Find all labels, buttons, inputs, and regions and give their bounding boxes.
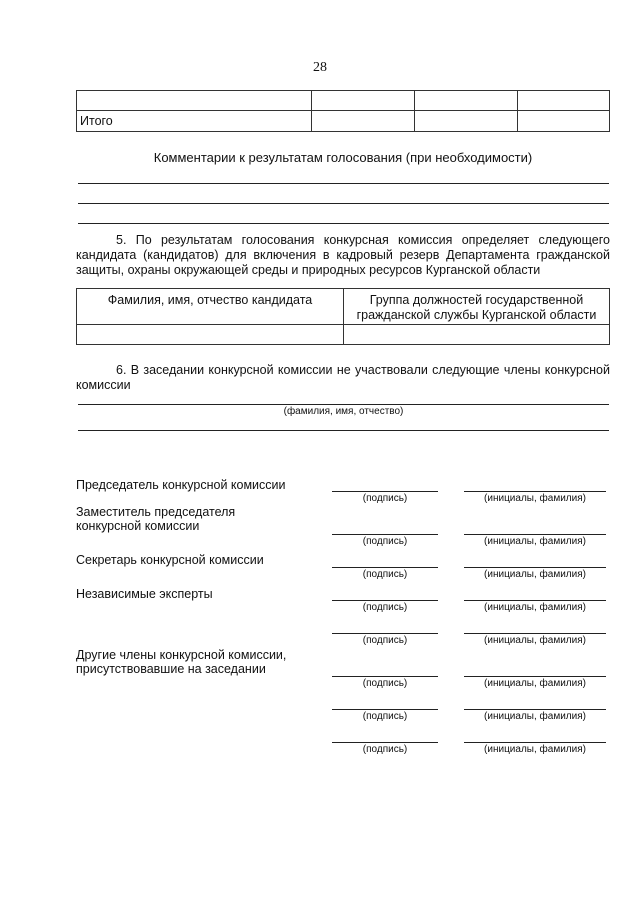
signature-caption: (подпись) — [362, 711, 408, 722]
total-label: Итого — [77, 111, 312, 132]
secretary-label: Секретарь конкурсной комиссии — [76, 553, 264, 567]
absent-members-line — [78, 404, 609, 405]
other-members-label: Другие члены конкурсной комиссии, присутствовавшие на заседании — [76, 648, 287, 676]
signature-caption: (подпись) — [362, 493, 408, 504]
name-caption: (инициалы, фамилия) — [484, 602, 586, 613]
deputy-label: Заместитель председателя конкурсной комиссии — [76, 505, 236, 533]
table-cell — [518, 91, 610, 111]
signature-line — [332, 534, 438, 535]
signature-caption: (подпись) — [362, 744, 408, 755]
col-header-position-group: Группа должностей государственной гражданской службы Курганской области — [344, 289, 610, 325]
chairman-label: Председатель конкурсной комиссии — [76, 478, 286, 492]
signature-line — [332, 491, 438, 492]
experts-label: Независимые эксперты — [76, 587, 213, 601]
table-cell — [312, 91, 415, 111]
signature-caption: (подпись) — [362, 678, 408, 689]
signature-line — [332, 600, 438, 601]
name-caption: (инициалы, фамилия) — [484, 536, 586, 547]
name-line — [464, 709, 606, 710]
absent-members-caption: (фамилия, имя, отчество) — [283, 406, 404, 417]
signature-caption: (подпись) — [362, 536, 408, 547]
name-line — [464, 491, 606, 492]
table-cell — [77, 325, 344, 345]
name-caption: (инициалы, фамилия) — [484, 744, 586, 755]
name-caption: (инициалы, фамилия) — [484, 711, 586, 722]
comments-heading: Комментарии к результатам голосования (при необходимости) — [153, 150, 533, 165]
signature-caption: (подпись) — [362, 635, 408, 646]
table-cell — [312, 111, 415, 132]
candidates-table — [76, 288, 610, 345]
signature-caption: (подпись) — [362, 602, 408, 613]
signature-line — [332, 633, 438, 634]
name-line — [464, 742, 606, 743]
comments-line — [78, 183, 609, 184]
name-caption: (инициалы, фамилия) — [484, 569, 586, 580]
comments-line — [78, 223, 609, 224]
name-caption: (инициалы, фамилия) — [484, 635, 586, 646]
page-number: 28 — [313, 60, 327, 75]
table-cell — [415, 91, 518, 111]
signature-caption: (подпись) — [362, 569, 408, 580]
comments-line — [78, 203, 609, 204]
totals-table — [76, 90, 610, 132]
name-line — [464, 567, 606, 568]
table-cell — [77, 91, 312, 111]
table-cell — [415, 111, 518, 132]
signature-line — [332, 567, 438, 568]
absent-members-line — [78, 430, 609, 431]
col-header-candidate: Фамилия, имя, отчество кандидата — [77, 289, 344, 325]
signature-line — [332, 742, 438, 743]
name-line — [464, 534, 606, 535]
table-cell — [344, 325, 610, 345]
table-cell — [518, 111, 610, 132]
name-line — [464, 676, 606, 677]
signature-line — [332, 676, 438, 677]
section-6-text: 6. В заседании конкурсной комиссии не участвовали следующие члены конкурсной комиссии — [76, 363, 610, 392]
name-line — [464, 600, 606, 601]
signature-line — [332, 709, 438, 710]
name-caption: (инициалы, фамилия) — [484, 493, 586, 504]
name-caption: (инициалы, фамилия) — [484, 678, 586, 689]
section-5-text: 5. По результатам голосования конкурсная комиссия определяет следующего кандидата (кандидатов) для включения в кадровый резерв Департамента гражданской защиты, охраны окружающей среды и природных ресурсов Курганской области — [76, 233, 610, 277]
name-line — [464, 633, 606, 634]
